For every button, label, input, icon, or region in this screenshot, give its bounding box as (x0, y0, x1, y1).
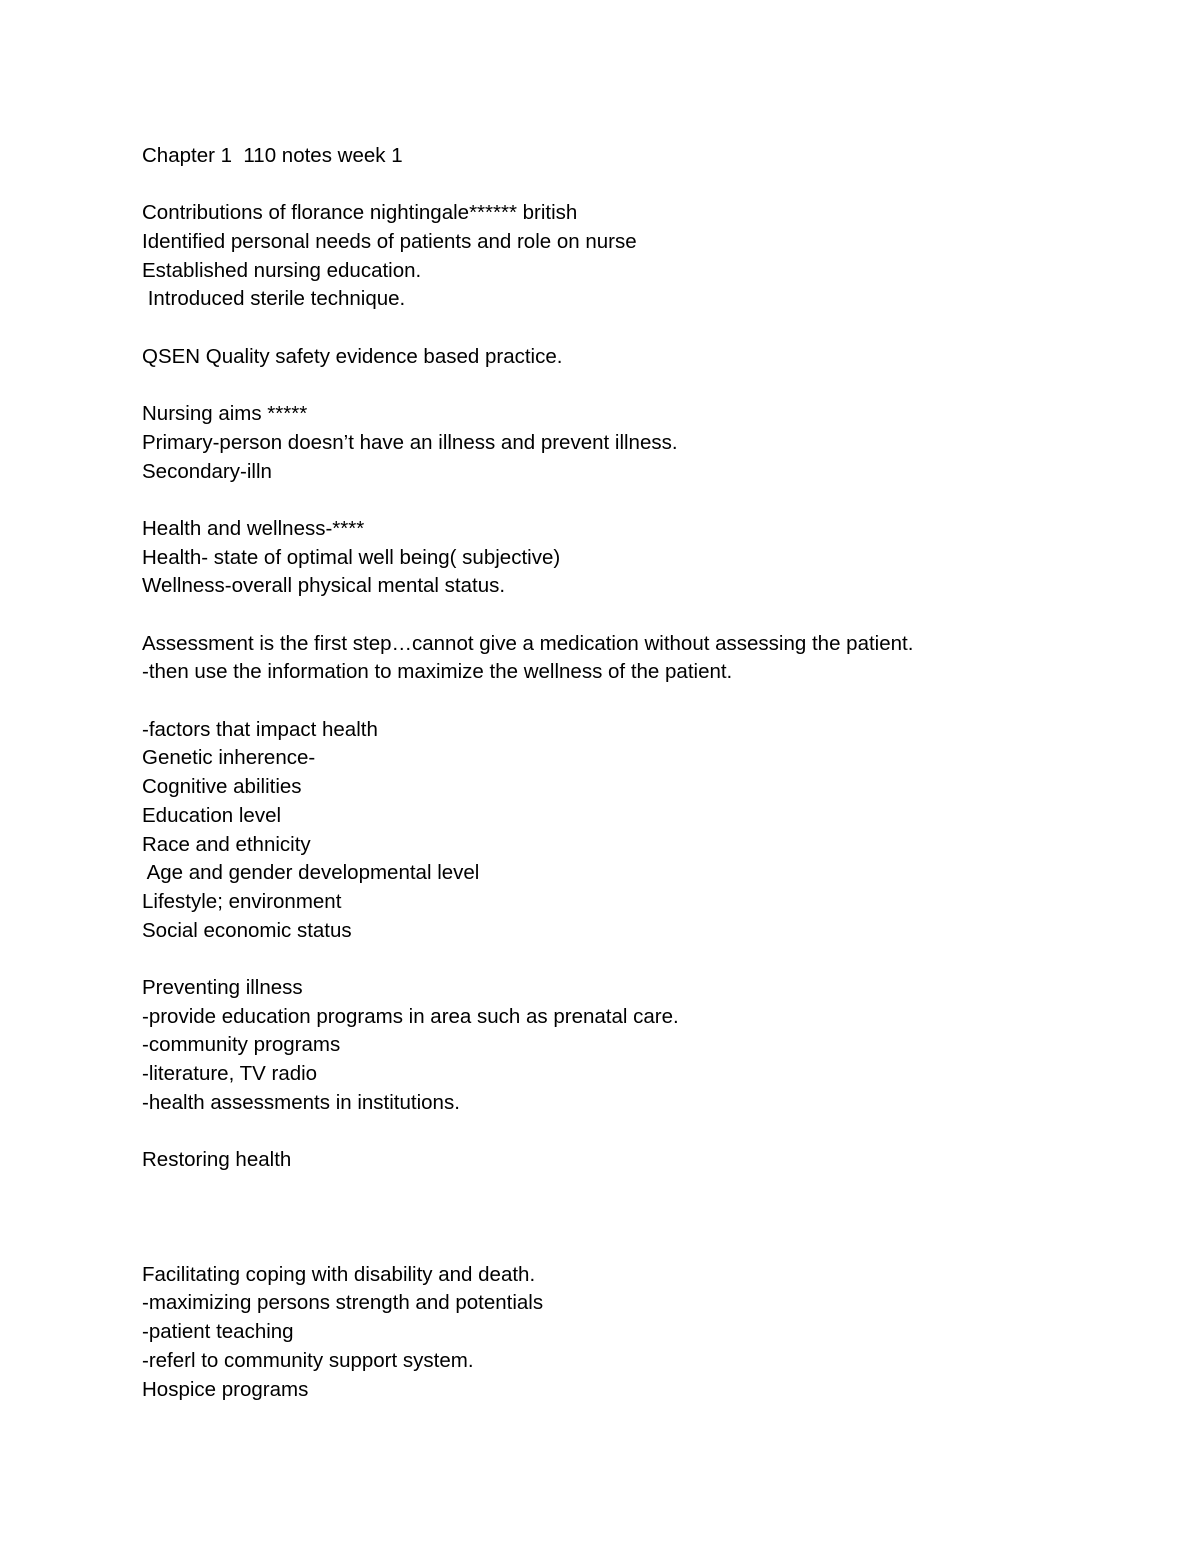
factors-line: Genetic inherence- (142, 746, 316, 770)
section-heading-restoring-health: Restoring health (142, 1148, 292, 1172)
blank-gap (142, 1175, 1102, 1261)
factors-line: Race and ethnicity (142, 832, 311, 856)
preventing-illness-line: -literature, TV radio (142, 1062, 318, 1085)
factors-line: Education level (142, 803, 282, 827)
blank-line (142, 314, 1102, 343)
blank-line (142, 171, 1102, 200)
section-heading-assessment: Assessment is the first step…cannot give a medication without assessing the patient. (142, 631, 914, 655)
section-heading-nursing-aims: Nursing aims ***** (142, 402, 308, 426)
health-wellness-line: Health- state of optimal well being( subjective) (142, 545, 561, 569)
assessment-line: -then use the information to maximize the wellness of the patient. (142, 660, 733, 684)
blank-line (142, 945, 1102, 974)
nursing-aims-line: Primary-person doesn’t have an illness and prevent illness. (142, 430, 678, 454)
coping-line: -patient teaching (142, 1320, 294, 1344)
factors-line: Lifestyle; environment (142, 889, 342, 913)
nightingale-line: Identified personal needs of patients and role on nurse (142, 230, 637, 254)
blank-line (142, 1117, 1102, 1146)
document-body (142, 142, 1102, 1404)
nursing-aims-line: Secondary-illn (142, 459, 272, 483)
section-heading-health-wellness: Health and wellness-**** (142, 516, 365, 540)
factors-line: Age and gender developmental level (142, 861, 480, 885)
preventing-illness-line: -health assessments in institutions. (142, 1090, 460, 1114)
section-heading-factors: -factors that impact health (142, 717, 378, 741)
section-heading-nightingale: Contributions of florance nightingale****** british (142, 201, 578, 225)
coping-line: -maximizing persons strength and potentials (142, 1291, 544, 1315)
blank-line (142, 687, 1102, 716)
health-wellness-line: Wellness-overall physical mental status. (142, 574, 506, 598)
coping-line: -referl to community support system. (142, 1348, 474, 1372)
factors-line: Social economic status (142, 918, 352, 942)
blank-line (142, 486, 1102, 515)
section-heading-coping: Facilitating coping with disability and death. (142, 1262, 536, 1286)
preventing-illness-line: -provide education programs in area such as prenatal care. (142, 1004, 679, 1028)
blank-line (142, 372, 1102, 401)
nightingale-line: Established nursing education. (142, 258, 422, 282)
document-title: Chapter 1 110 notes week 1 (142, 144, 403, 167)
nightingale-line: Introduced sterile technique. (142, 287, 406, 311)
section-heading-qsen: QSEN Quality safety evidence based practice. (142, 344, 563, 368)
factors-line: Cognitive abilities (142, 775, 302, 799)
section-heading-preventing-illness: Preventing illness (142, 975, 303, 999)
preventing-illness-line: -community programs (142, 1033, 341, 1057)
coping-line: Hospice programs (142, 1377, 309, 1401)
blank-line (142, 601, 1102, 630)
